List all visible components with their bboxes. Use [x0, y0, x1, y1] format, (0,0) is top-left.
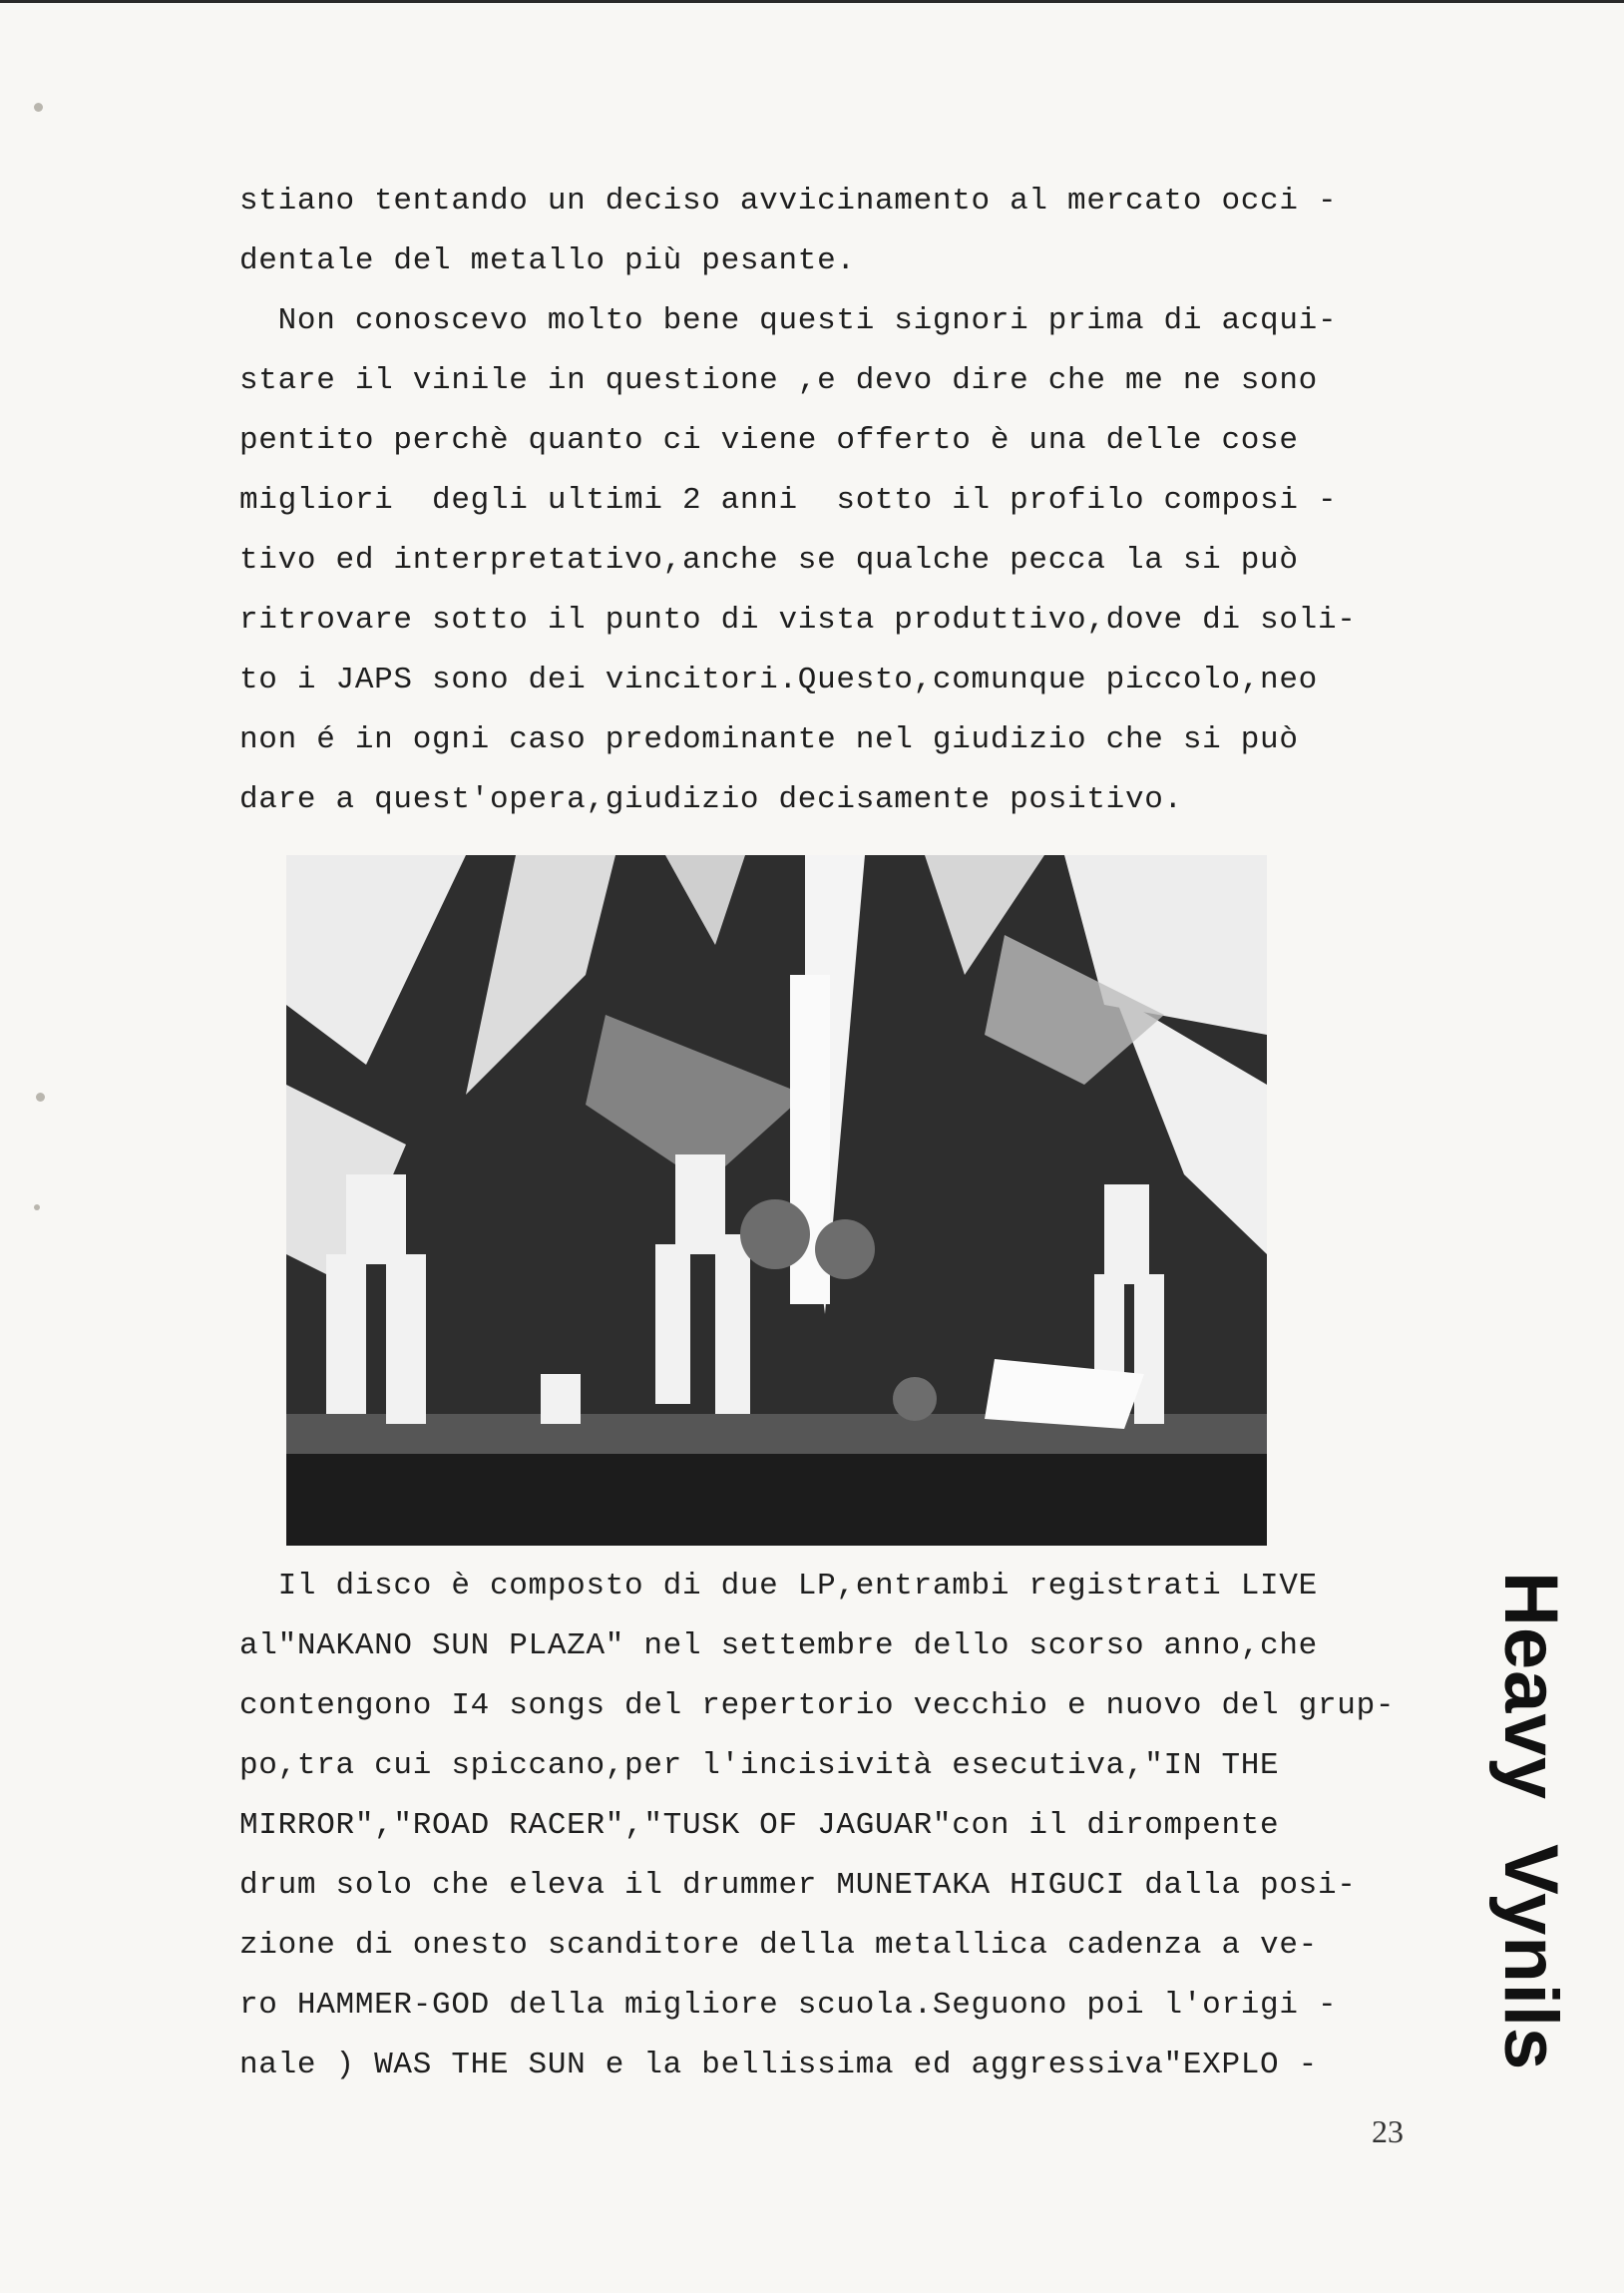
text-line: MIRROR","ROAD RACER","TUSK OF JAGUAR"con il dirompente — [239, 1808, 1280, 1843]
text-line: contengono I4 songs del repertorio vecchio e nuovo del grup- — [239, 1688, 1396, 1723]
text-line: Il disco è composto di due LP,entrambi registrati LIVE — [239, 1569, 1318, 1604]
text-line: drum solo che eleva il drummer MUNETAKA HIGUCI dalla posi- — [239, 1868, 1357, 1903]
text-line: stiano tentando un deciso avvicinamento al mercato occi - — [239, 184, 1338, 219]
photo-illustration — [286, 855, 1267, 1546]
section-title-vertical: Heavy Vynils — [1488, 1572, 1573, 2071]
text-line: zione di onesto scanditore della metallica cadenza a ve- — [239, 1928, 1318, 1963]
text-line: pentito perchè quanto ci viene offerto è una delle cose — [239, 423, 1299, 458]
text-line: ritrovare sotto il punto di vista produttivo,dove di soli- — [239, 603, 1357, 638]
text-line: tivo ed interpretativo,anche se qualche pecca la si può — [239, 543, 1299, 578]
text-line: ro HAMMER-GOD della migliore scuola.Seguono poi l'origi - — [239, 1988, 1338, 2023]
text-line: to i JAPS sono dei vincitori.Questo,comunque piccolo,neo — [239, 663, 1318, 697]
text-line: non é in ogni caso predominante nel giudizio che si può — [239, 722, 1299, 757]
concert-stage-photo — [286, 855, 1267, 1546]
text-line: nale ) WAS THE SUN e la bellissima ed aggressiva"EXPLO - — [239, 2048, 1318, 2082]
punch-hole-mark — [36, 1093, 45, 1102]
article-paragraph-2 — [239, 1557, 1407, 2095]
punch-hole-mark — [34, 103, 43, 112]
text-line: al"NAKANO SUN PLAZA" nel settembre dello scorso anno,che — [239, 1628, 1318, 1663]
page-number: 23 — [1372, 2113, 1404, 2149]
text-line: stare il vinile in questione ,e devo dire che me ne sono — [239, 363, 1318, 398]
text-line: po,tra cui spiccano,per l'incisività esecutiva,"IN THE — [239, 1748, 1280, 1783]
article-paragraph-1 — [239, 172, 1407, 830]
top-border-line — [0, 0, 1624, 3]
text-line: dare a quest'opera,giudizio decisamente positivo. — [239, 782, 1183, 817]
text-line: dentale del metallo più pesante. — [239, 243, 856, 278]
text-line: migliori degli ultimi 2 anni sotto il profilo composi - — [239, 483, 1338, 518]
punch-hole-mark — [34, 1204, 40, 1210]
text-line: Non conoscevo molto bene questi signori prima di acqui- — [239, 303, 1338, 338]
